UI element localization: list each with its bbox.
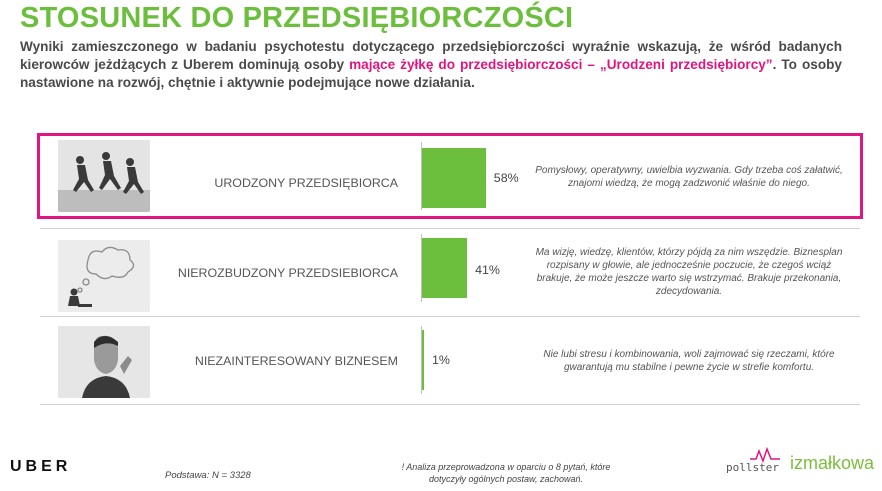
uber-logo: UBER — [10, 458, 72, 475]
row-divider — [40, 316, 860, 317]
bar-unawakened-entrepreneur — [422, 238, 467, 298]
intro-text-end: . To osoby nastawione na rozwój, chętnie i aktywnie podejmujące nowe działania. — [20, 57, 842, 90]
intro-text-start: Wyniki zamieszczonego w badaniu psychotestu dotyczącego przedsiębiorczości wyraźnie wskazują, że wśród badanych kierowców jeżdżących z Uberem dominują osoby — [20, 39, 842, 72]
sample-base-note: Podstawa: N = 3328 — [165, 470, 251, 481]
bar-value-label: 41% — [475, 263, 500, 277]
running-businessmen-photo — [58, 140, 150, 212]
bar-value-label: 58% — [493, 171, 519, 185]
segment-description: Nie lubi stresu i kombinowania, woli zajmować się rzeczami, które gwarantują mu stabilne i pewne życie w strefie komfortu. — [543, 349, 835, 373]
row-divider — [40, 404, 860, 405]
bar-born-entrepreneur — [422, 148, 486, 208]
segment-label: URODZONY PRZEDSIĘBIORCA — [214, 176, 398, 190]
intro-highlight: mające żyłkę do przedsiębiorczości – „Urodzeni przedsiębiorcy” — [349, 57, 773, 72]
segment-description: Ma wizję, wiedzę, klientów, którzy pójdą za nim wszędzie. Biznesplan rozpisany w głowie, ale jednocześnie poczucie, że czegoś wciąż brakuje, że może jeszcze warto się wstrzymać. Brakuje przekonania, zdecydowania. — [535, 247, 843, 297]
smiling-man-photo — [58, 326, 150, 398]
segment-label: NIEROZBUDZONY PRZEDSIEBIORCA — [177, 266, 398, 280]
bar-not-interested — [422, 330, 424, 390]
agency-logos — [726, 447, 878, 483]
bar-value-label: 1% — [432, 353, 450, 367]
segment-description: Pomysłowy, operatywny, uwielbia wyzwania. Gdy trzeba coś załatwić, znajomi wiedzą, że mogą zadzwonić właśnie do niego. — [535, 165, 843, 189]
slide-title: STOSUNEK DO PRZEDSIĘBIORCZOŚCI — [20, 2, 574, 34]
row-divider — [40, 228, 860, 229]
analysis-footnote: ! Analiza przeprowadzona w oparciu o 8 pytań, które dotyczyły ogólnych postaw, zachowań. — [401, 462, 611, 484]
segment-label: NIEZAINTERESOWANY BIZNESEM — [194, 354, 398, 368]
thinking-man-cloud-photo — [58, 240, 150, 312]
izmalkowa-logo: izmałkowa — [790, 453, 875, 473]
intro-paragraph — [20, 38, 842, 92]
pollster-logo: pollster — [726, 461, 779, 474]
